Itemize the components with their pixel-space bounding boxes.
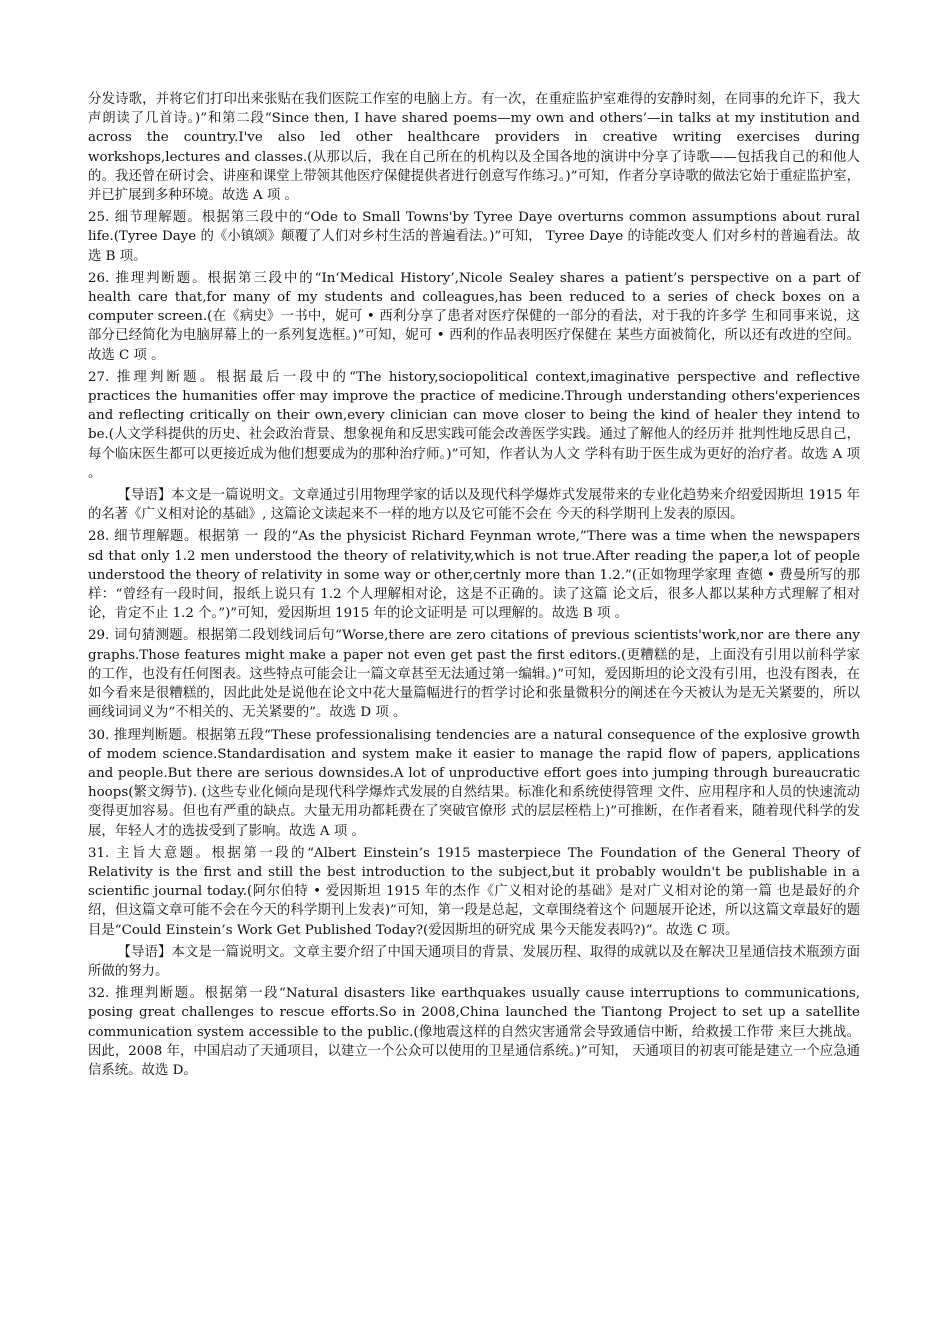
answer-item-25: 25. 细节理解题。根据第三段中的“Ode to Small Towns'by Tyree Daye overturns common assumptions about rural life.(Tyree Daye 的《小镇颂》颠覆了人们对乡村生活的普遍看法。)”可知， Tyree Daye 的诗能改变人 们对乡村的普遍看法。故选 B 项。 <box>88 210 860 264</box>
answer-item-27: 27. 推理判断题。根据最后一段中的“The history,sociopolitical context,imaginative perspective and reflective practices the humanities offer may improve the practice of medicine.Through understanding others'experiences and reflecting critically on their own,every clinician can move closer to being the kind of healer they intend to be.(人文学科提供的历史、社会政治背景、想象视角和反思实践可能会改善医学实践。通过了解他人的经历并 批判性地反思自己，每个临床医生都可以更接近成为他们想要成为的那种治疗师。)”可知，作者认为人文 学科有助于医生成为更好的治疗者。故选 A 项 。 <box>88 369 860 481</box>
document-page <box>88 90 860 1083</box>
paragraph-continuation: 分发诗歌，并将它们打印出来张贴在我们医院工作室的电脑上方。有一次，在重症监护室难得的安静时刻，在同事的允许下，我大声朗读了几首诗。)”和第二段“Since then, I have shared poems—my own and others’—in talks at my institution and across the country.I've also led other healthcare providers in creative writing exercises during workshops,lectures and classes.(从那以后，我在自己所在的机构以及全国各地的演讲中分享了诗歌——包括我自己的和他人的。我还曾在研讨会、讲座和课堂上带领其他医疗保健提供者进行创意写作练习。)”可知，作者分享诗歌的做法它始于重症监护室，并已扩展到多种环境。故选 A 项 。 <box>88 92 860 204</box>
answer-item-30: 30. 推理判断题。根据第五段“These professionalising tendencies are a natural consequence of the explosive growth of modem science.Standardisation and system make it easier to manage the rapid flow of papers, applications and people.But there are serious downsides.A lot of unproductive effort goes into jumping through bureaucratic hoops(繁文缛节). (这些专业化倾向是现代科学爆炸式发展的自然结果。标准化和系统使得管理 文件、应用程序和人员的快速流动变得更加容易。但也有严重的缺点。大量无用功都耗费在了突破官僚形 式的层层桎梏上)”可推断，在作者看来，随着现代科学的发展，年轻人才的选拔受到了影响。故选 A 项 。 <box>88 727 860 839</box>
passage-intro: 【导语】本文是一篇说明文。文章通过引用物理学家的话以及现代科学爆炸式发展带来的专业化趋势来介绍爱因斯坦 1915 年的名著《广义相对论的基础》, 这篇论文读起来不一样的地方以及它可能不会在 今天的科学期刊上发表的原因。 <box>88 488 860 523</box>
answer-item-31: 31. 主旨大意题。根据第一段的“Albert Einstein’s 1915 masterpiece The Foundation of the General Theory of Relativity is the first and still the best introduction to the subject,but it probably wouldn't be publishable in a scientific journal today.(阿尔伯特 • 爱因斯坦 1915 年的杰作《广义相对论的基础》是对广义相对论的第一篇 也是最好的介绍，但这篇文章可能不会在今天的科学期刊上发表)”可知，第一段是总起，文章围绕着这个 问题展开论述，所以这篇文章最好的题目是“Could Einstein’s Work Get Published Today?(爱因斯坦的研究成 果今天能发表吗?)”。故选 C 项。 <box>88 845 860 938</box>
answer-item-29: 29. 词句猜测题。根据第二段划线词后句“Worse,there are zero citations of previous scientists'work,nor are there any graphs.Those features might make a paper not even get past the first editors.(更糟糕的是，上面没有引用以前科学家的工作，也没有任何图表。这些特点可能会让一篇文章甚至无法通过第一编辑。)”可知，爱因斯坦的论文没有引用，也没有图表，在如今看来是很糟糕的，因此此处是说他在论文中花大量篇幅进行的哲学讨论和张量微积分的阐述在今天被认为是无关紧要的，所以画线词词义为“不相关的、无关紧要的”。故选 D 项 。 <box>88 628 860 721</box>
answer-item-28: 28. 细节理解题。根据第 一 段的“As the physicist Richard Feynman wrote,”There was a time when the newspapers sd that only 1.2 men understood the theory of relativity,which is not true.After reading the paper,a lot of people understood the theory of relativity in some way or other,certnly more than 1.2.”(正如物理学家理 查德 • 费曼所写的那样：“曾经有一段时间，报纸上说只有 1.2 个人理解相对论，这是不正确的。读了这篇 论文后，很多人都以某种方式理解了相对论，肯定不止 1.2 个。”)”可知，爱因斯坦 1915 年的论文证明是 可以理解的。故选 B 项 。 <box>88 529 860 622</box>
passage-intro: 【导语】本文是一篇说明文。文章主要介绍了中国天通项目的背景、发展历程、取得的成就以及在解决卫星通信技术瓶颈方面所做的努力。 <box>88 944 860 979</box>
answer-item-26: 26. 推理判断题。根据第三段中的“In‘Medical History’,Nicole Sealey shares a patient’s perspective on a part of health care that,for many of my students and colleagues,has been reduced to a series of check boxes on a computer screen.(在《病史》一书中，妮可 • 西利分享了患者对医疗保健的一部分的看法，对于我的许多学 生和同事来说，这部分已经简化为电脑屏幕上的一系列复选框。)”可知，妮可 • 西利的作品表明医疗保健在 某些方面被简化，所以还有改进的空间。故选 C 项 。 <box>88 270 860 363</box>
answer-item-32: 32. 推理判断题。根据第一段“Natural disasters like earthquakes usually cause interruptions to communications, posing great challenges to rescue efforts.So in 2008,China launched the Tiantong Project to set up a satellite communication system accessible to the public.(像地震这样的自然灾害通常会导致通信中断，给救援工作带 来巨大挑战。因此，2008 年，中国启动了天通项目，以建立一个公众可以使用的卫星通信系统。)”可知， 天通项目的初衷可能是建立一个应急通信系统。故选 D。 <box>88 986 860 1078</box>
